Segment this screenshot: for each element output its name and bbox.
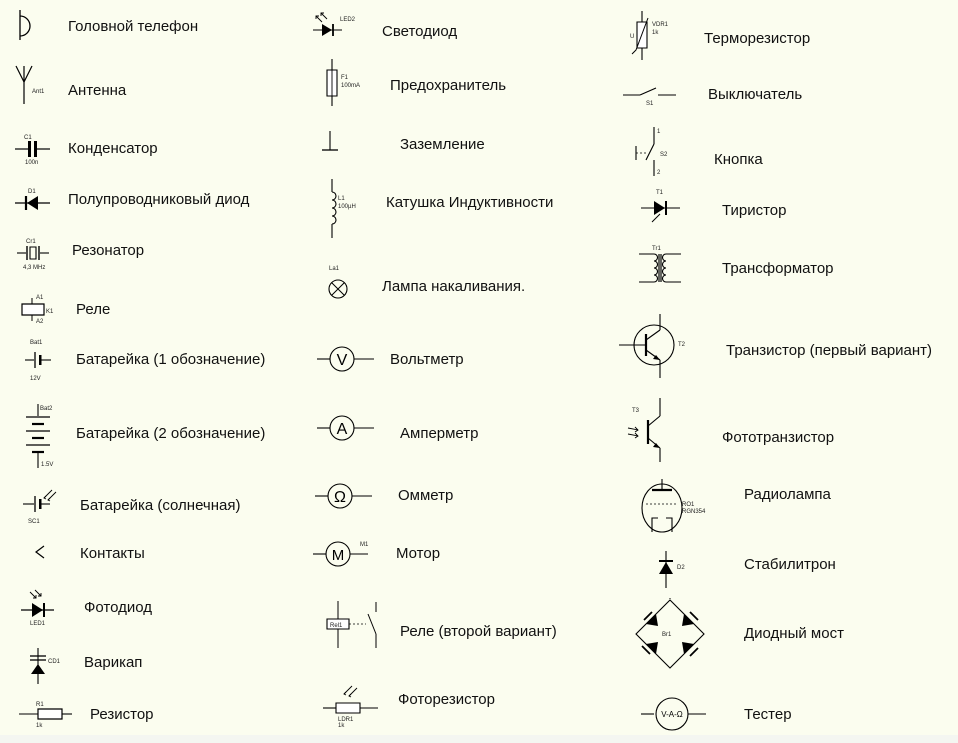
transistor-symbol: [618, 310, 690, 380]
tag-cd1: CD1: [48, 659, 61, 665]
tag-100n: 100n: [25, 160, 39, 166]
diode-symbol: [14, 186, 54, 216]
label-antenna: Антенна: [68, 82, 127, 99]
tag-100ma: 100mA: [341, 83, 361, 89]
tag-d2: D2: [677, 565, 685, 571]
diode-bridge-symbol: [634, 598, 706, 670]
tag-12v: 12V: [30, 376, 41, 382]
contacts-symbol: [30, 542, 50, 562]
capacitor-symbol: [14, 132, 54, 166]
label-contacts: Контакты: [80, 545, 145, 562]
tag-la1: La1: [329, 266, 340, 272]
tag-rgn354: RGN354: [682, 509, 706, 515]
tester-letters: V-A-Ω: [661, 710, 683, 719]
vacuum-tube-symbol: [636, 478, 716, 540]
label-tester: Тестер: [744, 706, 792, 723]
tag-1-5v: 1.5V: [41, 462, 54, 468]
label-relay2: Реле (второй вариант): [400, 623, 557, 640]
tag-rel1: Rel1: [330, 623, 343, 629]
button-symbol: [630, 126, 680, 178]
label-resistor: Резистор: [90, 706, 154, 723]
tag-vdr1: VDR1: [652, 22, 669, 28]
label-inductor: Катушка Индуктивности: [386, 194, 554, 211]
fuse-symbol: [320, 58, 372, 108]
label-varicap: Варикап: [84, 654, 143, 671]
inductor-symbol: [320, 178, 372, 240]
tag-led2: LED2: [340, 17, 356, 23]
thyristor-symbol: [640, 186, 684, 226]
motor-symbol: [312, 534, 378, 574]
photodiode-symbol: [20, 588, 60, 628]
tag-t2: T2: [678, 342, 686, 348]
label-photoresistor: Фоторезистор: [398, 691, 495, 708]
label-motor: Мотор: [396, 545, 441, 562]
motor-letter: M: [331, 547, 345, 564]
svg-text:A2: A2: [36, 319, 44, 325]
label-phototransistor: Фототранзистор: [722, 429, 835, 446]
label-transformer: Трансформатор: [722, 260, 834, 277]
label-diode: Полупроводниковый диод: [68, 191, 250, 208]
ohmmeter-letter: Ω: [334, 489, 346, 506]
tag-l1: L1: [338, 196, 345, 202]
tag-k1: K1: [46, 309, 54, 315]
tag-s1: S1: [646, 101, 654, 107]
svg-text:2: 2: [657, 170, 661, 176]
tag-t1: T1: [656, 190, 664, 196]
solar-cell-symbol: [22, 486, 62, 528]
label-zener: Стабилитрон: [744, 556, 836, 573]
tag-m1: M1: [360, 542, 369, 548]
label-thermistor: Терморезистор: [704, 30, 811, 47]
resistor-symbol: [18, 700, 74, 730]
tag-ant1: Ant1: [32, 89, 45, 95]
photoresistor-symbol: [322, 682, 382, 728]
ohmmeter-symbol: [314, 476, 376, 516]
ammeter-symbol: [316, 408, 378, 448]
tag-c1: C1: [24, 135, 32, 141]
tag-d1: D1: [28, 189, 36, 195]
tag-cr1: Cr1: [26, 239, 36, 245]
tag-br1: Br1: [662, 632, 672, 638]
tag-ro1: RO1: [682, 502, 695, 508]
switch-symbol: [622, 82, 678, 108]
label-relay: Реле: [76, 301, 111, 318]
label-button: Кнопка: [714, 151, 763, 168]
tag-led1: LED1: [30, 621, 46, 627]
led-symbol: [312, 12, 364, 42]
tag-sc1: SC1: [28, 519, 40, 525]
label-led: Светодиод: [382, 23, 458, 40]
label-switch: Выключатель: [708, 86, 803, 103]
bottom-strip: [0, 735, 958, 743]
tag-r1: R1: [36, 702, 44, 708]
voltmeter-letter: V: [336, 352, 348, 369]
label-transistor: Транзистор (первый вариант): [726, 342, 933, 359]
tag-100uh: 100µH: [338, 204, 356, 210]
antenna-symbol: [14, 64, 54, 106]
varicap-symbol: [22, 646, 66, 686]
tester-symbol: [640, 696, 710, 732]
label-bridge: Диодный мост: [744, 625, 844, 642]
tag-f1: F1: [341, 75, 349, 81]
label-ohmmeter: Омметр: [398, 487, 454, 504]
label-thyristor: Тиристор: [722, 202, 787, 219]
tag-t3: T3: [632, 408, 640, 414]
transformer-symbol: [638, 242, 682, 292]
label-tube: Радиолампа: [744, 486, 831, 503]
relay-symbol: [16, 292, 66, 326]
tag-vdr-1k: 1k: [652, 30, 659, 36]
label-resonator: Резонатор: [72, 242, 145, 259]
zener-symbol: [650, 550, 694, 590]
tag-ldr1: LDR1: [338, 717, 354, 723]
tag-bat2: Bat2: [40, 406, 53, 412]
tag-s2: S2: [660, 152, 668, 158]
relay2-symbol: [324, 600, 384, 650]
headphone-symbol: [10, 10, 44, 42]
label-photodiode: Фотодиод: [84, 599, 153, 616]
tag-4-3mhz: 4,3 MHz: [23, 265, 46, 271]
label-battery2: Батарейка (2 обозначение): [76, 425, 266, 442]
battery1-symbol: [24, 338, 64, 384]
label-ammeter: Амперметр: [400, 425, 479, 442]
voltmeter-symbol: [316, 340, 378, 378]
label-headphone: Головной телефон: [68, 18, 199, 35]
label-solar: Батарейка (солнечная): [80, 497, 241, 514]
ammeter-letter: A: [336, 421, 348, 438]
label-ground: Заземление: [400, 136, 485, 153]
tag-1k: 1k: [36, 723, 43, 729]
label-voltmeter: Вольтметр: [390, 351, 464, 368]
svg-text:U: U: [630, 34, 635, 40]
label-capacitor: Конденсатор: [68, 140, 158, 157]
resonator-symbol: [16, 236, 60, 272]
label-battery1: Батарейка (1 обозначение): [76, 351, 266, 368]
phototransistor-symbol: [626, 396, 678, 466]
battery2-symbol: [20, 402, 64, 472]
svg-text:1: 1: [657, 129, 661, 135]
lamp-symbol: [320, 260, 360, 304]
tag-ldr-1k: 1k: [338, 723, 345, 729]
label-fuse: Предохранитель: [390, 77, 507, 94]
tag-bat1: Bat1: [30, 340, 43, 346]
label-lamp: Лампа накаливания.: [382, 278, 526, 295]
svg-text:A1: A1: [36, 295, 44, 301]
ground-symbol: [318, 130, 342, 156]
tag-tr1: Tr1: [652, 246, 661, 252]
thermistor-symbol: [626, 10, 686, 62]
